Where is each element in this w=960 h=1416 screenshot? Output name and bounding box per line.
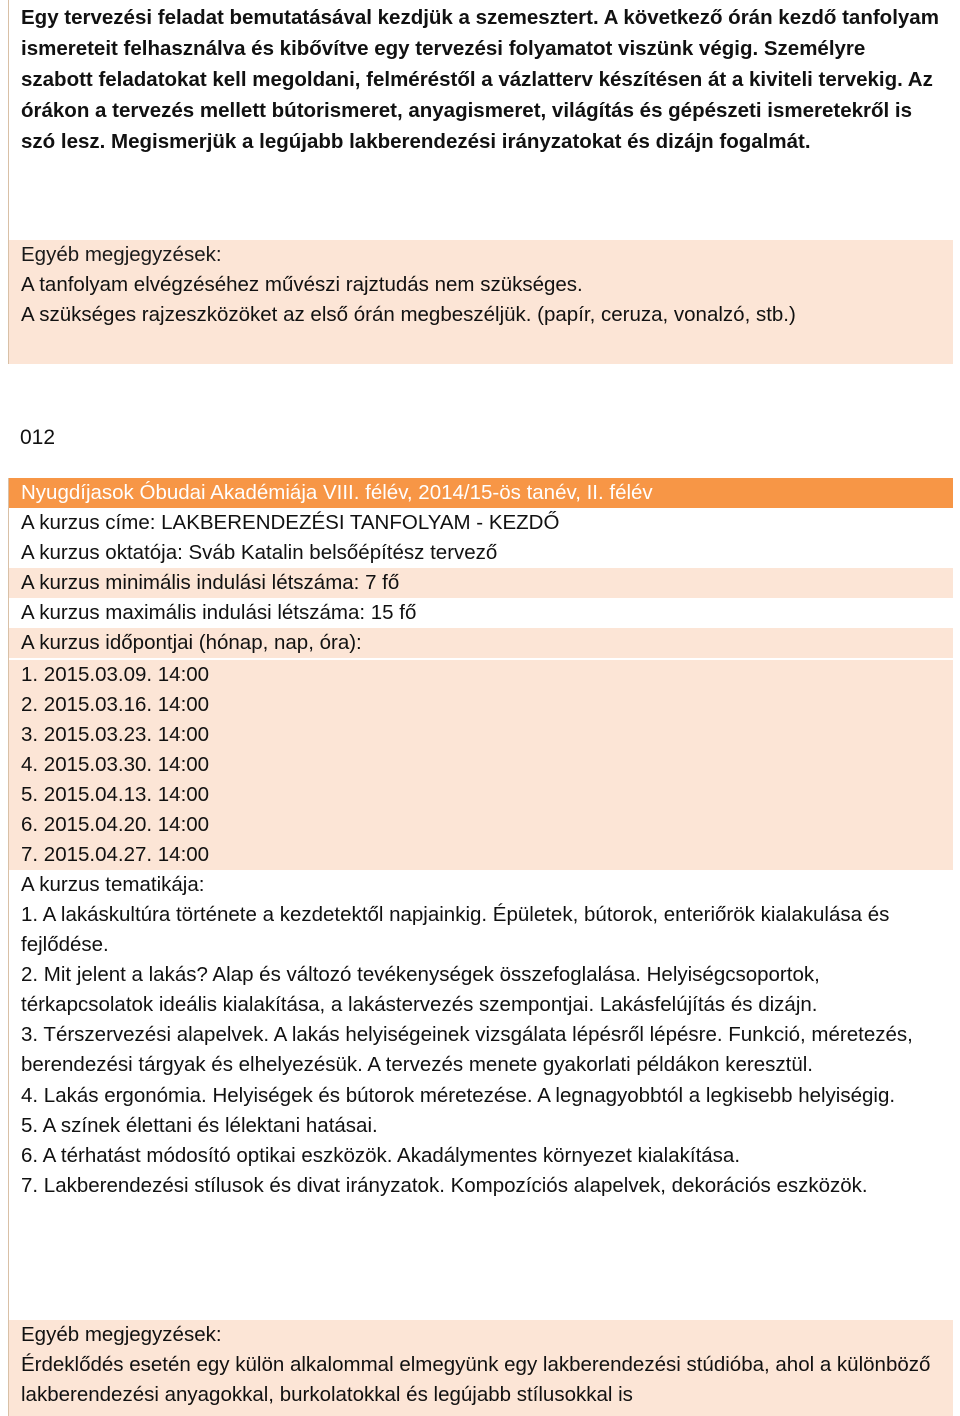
- theme-item: 5. A színek élettani és lélektani hatásai.: [21, 1113, 378, 1137]
- course-code: 012: [20, 426, 56, 449]
- schedule-date: 4. 2015.03.30. 14:00: [21, 753, 210, 776]
- schedule-date: 1. 2015.03.09. 14:00: [21, 663, 210, 686]
- course-header-row: [9, 478, 953, 508]
- course-notes-box: [9, 1320, 953, 1416]
- previous-course-block: [8, 0, 953, 364]
- course-max-size: A kurzus maximális indulási létszáma: 15 fő: [21, 601, 417, 624]
- schedule-date: 5. 2015.04.13. 14:00: [21, 783, 210, 806]
- schedule-date: 3. 2015.03.23. 14:00: [21, 723, 210, 746]
- notes-box: [9, 240, 953, 364]
- schedule-date: 6. 2015.04.20. 14:00: [21, 813, 210, 836]
- schedule-date-row: [9, 690, 953, 720]
- theme-item: 2. Mit jelent a lakás? Alap és változó tevékenységek összefoglalása. Helyiségcsoportok, térkapcsolatok ideális kialakítása, a lakástervezés szempontjai. Lakásfelújítás és dizájn.: [21, 963, 820, 1017]
- course-max-size-row: [9, 598, 953, 628]
- course-block: [8, 478, 953, 1416]
- schedule-date-row: [9, 720, 953, 750]
- course-title: A kurzus címe: LAKBERENDEZÉSI TANFOLYAM - KEZDŐ: [21, 511, 560, 534]
- schedule-date: 2. 2015.03.16. 14:00: [21, 693, 210, 716]
- schedule-heading-row: [9, 628, 953, 658]
- course-title-row: [9, 508, 953, 538]
- schedule-date-row: [9, 780, 953, 810]
- notes-line: A tanfolyam elvégzéséhez művészi rajztudás nem szükséges.: [21, 273, 583, 296]
- theme-item: 6. A térhatást módosító optikai eszközök. Akadálymentes környezet kialakítása.: [21, 1143, 741, 1167]
- schedule-date-row: [9, 810, 953, 840]
- course-min-size: A kurzus minimális indulási létszáma: 7 fő: [21, 571, 400, 594]
- course-instructor-row: [9, 538, 953, 568]
- theme-item: 1. A lakáskultúra története a kezdetektől napjainkig. Épületek, bútorok, enteriőrök kialakulása és fejlődése.: [21, 903, 890, 957]
- course-instructor: A kurzus oktatója: Sváb Katalin belsőépítész tervező: [21, 541, 498, 564]
- course-notes-text: Érdeklődés esetén egy külön alkalommal elmegyünk egy lakberendezési stúdióba, ahol a különböző lakberendezési anyagokkal, burkolatokkal és legújabb stílusokkal is: [21, 1353, 931, 1406]
- course-notes-heading: Egyéb megjegyzések:: [21, 1323, 222, 1346]
- schedule-heading: A kurzus időpontjai (hónap, nap, óra):: [21, 631, 362, 654]
- course-header: Nyugdíjasok Óbudai Akadémiája VIII. félév, 2014/15-ös tanév, II. félév: [21, 481, 653, 504]
- theme-item: 7. Lakberendezési stílusok és divat irányzatok. Kompozíciós alapelvek, dekorációs eszközök.: [21, 1173, 868, 1197]
- course-description: Egy tervezési feladat bemutatásával kezdjük a szemesztert. A következő órán kezdő tanfolyam ismereteit felhasználva és kibővítve egy tervezési folyamatot viszünk végig. Személyre szabott feladatokat kell megoldani, felméréstől a vázlatterv készítésen át a kiviteli tervekig. Az órákon a tervezés mellett bútorismeret, anyagismeret, világítás és gépészeti ismeretekről is szó lesz. Megismerjük a legújabb lakberendezési irányzatokat és dizájn fogalmát.: [21, 6, 939, 153]
- schedule-date-row: [9, 840, 953, 870]
- themes-heading-row: [9, 870, 953, 900]
- themes-list: [9, 900, 953, 1320]
- theme-item: 3. Térszervezési alapelvek. A lakás helyiségeinek vizsgálata lépésről lépésre. Funkció, méretezés, berendezési tárgyak és elhelyezésük. A tervezés menete gyakorlati példákon keresztül.: [21, 1023, 913, 1077]
- schedule-date-row: [9, 750, 953, 780]
- theme-item: 4. Lakás ergonómia. Helyiségek és bútorok méretezése. A legnagyobbtól a legkisebb helyiségig.: [21, 1083, 896, 1107]
- themes-heading: A kurzus tematikája:: [21, 873, 205, 896]
- schedule-date-row: [9, 660, 953, 690]
- notes-heading: Egyéb megjegyzések:: [21, 243, 222, 266]
- notes-line: A szükséges rajzeszközöket az első órán megbeszéljük. (papír, ceruza, vonalzó, stb.): [21, 303, 796, 326]
- schedule-date: 7. 2015.04.27. 14:00: [21, 843, 210, 866]
- course-min-size-row: [9, 568, 953, 598]
